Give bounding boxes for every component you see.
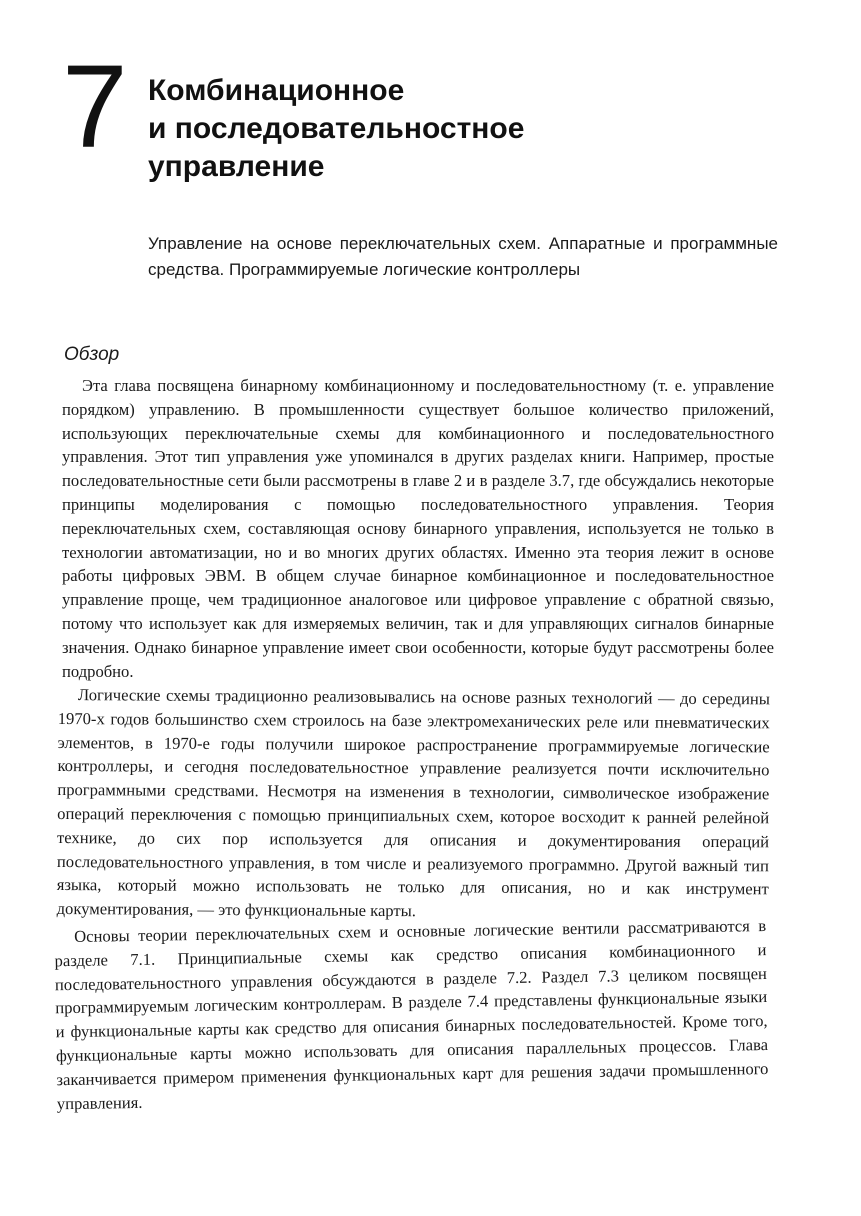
paragraph: Эта глава посвящена бинарному комбинационному и последовательностному (т. е. управление порядком) управлению. В промышленности существует большое количество приложений, использующих переключательные схемы для комбинационного и последовательностного управления. Этот тип управления уже упоминался в других разделах книги. Например, простые последовательностные сети были рассмотрены в главе 2 и в разделе 3.7, где обсуждались некоторые принципы моделирования с помощью последовательностного управления. Теория переключательных схем, составляющая основу бинарного управления, используется не только в технологии автоматизации, но и во многих других областях. Именно эта теория лежит в основе работы цифровых ЭВМ. В общем случае бинарное комбинационное и последовательностное управление проще, чем традиционное аналоговое или цифровое управление с обратной связью, потому что использует как для измеряемых величин, так и для управляющих сигналов бинарные значения. Однако бинарное управление имеет свои особенности, которые будут рассмотрены более подробно.	[62, 376, 774, 681]
chapter-title	[148, 72, 788, 186]
chapter-title-line: управление	[148, 150, 325, 183]
paragraph: Основы теории переключательных схем и основные логические вентили рассматриваются в разделе 7.1. Принципиальные схемы как средство описания комбинационного и последовательностного управления обсуждаются в разделе 7.2. Раздел 7.3 целиком посвящен программируемым логическим контроллерам. В разделе 7.4 представлены функциональные языки и функциональные карты как средство для описания бинарных последовательностей. Кроме того, функциональные карты можно использовать для описания параллельных процессов. Глава заканчивается примером применения функциональных карт для решения задачи промышленного управления.	[54, 916, 769, 1114]
chapter-title-line: и последовательностное	[148, 112, 525, 145]
chapter-title-line: Комбинационное	[148, 74, 405, 107]
chapter-subtitle: Управление на основе переключательных схем. Аппаратные и программные средства. Программируемые логические контроллеры	[148, 234, 778, 279]
body-text	[54, 374, 774, 1114]
chapter-number: 7	[62, 41, 128, 173]
paragraph: Логические схемы традиционно реализовывались на основе разных технологий — до середины 1970-х годов большинство схем строилось на базе электромеханических реле или пневматических элементов, в 1970-е годы получили широкое распространение программируемые логические контроллеры, и сегодня последовательностное управление реализуется почти исключительно программными средствами. Несмотря на изменения в технологии, символическое изображение операций переключения с помощью принципиальных схем, которое восходит к ранней релейной технике, до сих пор используется для описания и документирования операций последовательностного управления, в том числе и реализуемого программно. Другой важный тип языка, который можно использовать не только для описания, но и как инструмент документирования, — это функциональные карты.	[56, 685, 770, 921]
section-heading: Обзор	[64, 344, 120, 365]
